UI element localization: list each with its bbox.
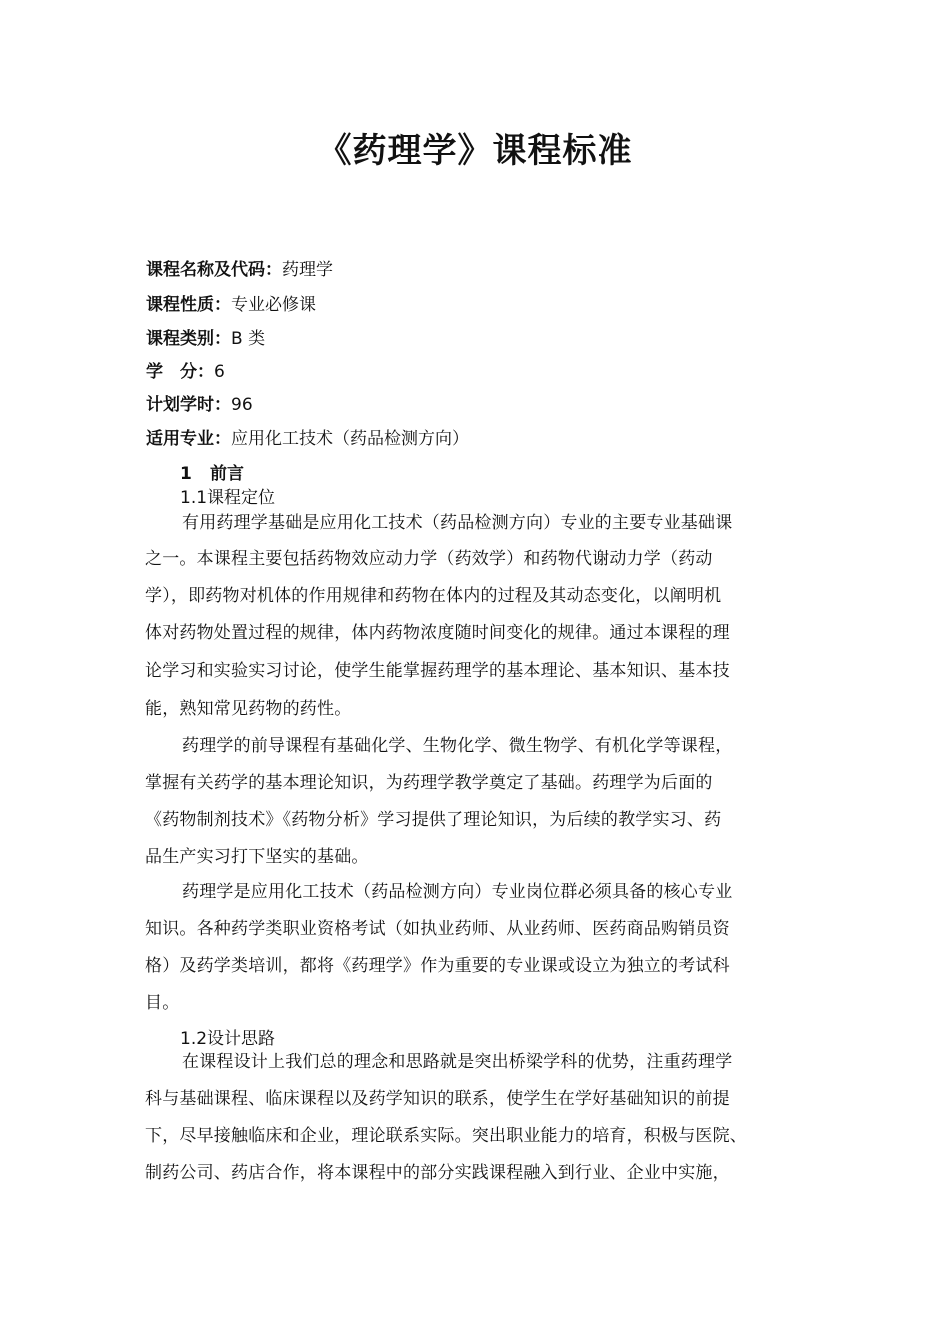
paragraph-line: 在课程设计上我们总的理念和思路就是突出桥梁学科的优势，注重药理学 (182, 1052, 733, 1072)
meta-course-nature (146, 293, 316, 317)
paragraph-line: 有用药理学基础是应用化工技术（药品检测方向）专业的主要专业基础课 (182, 513, 733, 533)
paragraph-line: 学），即药物对机体的作用规律和药物在体内的过程及其动态变化，以阐明机 (145, 586, 722, 606)
paragraph-line: 药理学的前导课程有基础化学、生物化学、微生物学、有机化学等课程， (182, 736, 733, 756)
meta-key: 学 分： (146, 362, 214, 382)
meta-value: B 类 (231, 329, 266, 349)
meta-key: 计划学时： (146, 395, 231, 415)
meta-value: 96 (231, 395, 253, 415)
meta-value: 应用化工技术（药品检测方向） (231, 429, 469, 449)
meta-course-name (146, 258, 333, 282)
paragraph-line: 制药公司、药店合作，将本课程中的部分实践课程融入到行业、企业中实施， (145, 1163, 730, 1183)
meta-value: 药理学 (282, 260, 333, 280)
section-title: 前言 (210, 464, 244, 484)
meta-value: 专业必修课 (231, 295, 316, 315)
paragraph-line: 掌握有关药学的基本理论知识，为药理学教学奠定了基础。药理学为后面的 (145, 773, 713, 793)
paragraph-line: 科与基础课程、临床课程以及药学知识的联系，使学生在学好基础知识的前提 (145, 1089, 730, 1109)
paragraph-line: 品生产实习打下坚实的基础。 (145, 847, 369, 867)
paragraph-line: 药理学是应用化工技术（药品检测方向）专业岗位群必须具备的核心专业 (182, 882, 733, 902)
paragraph-line: 之一。本课程主要包括药物效应动力学（药效学）和药物代谢动力学（药动 (145, 549, 713, 569)
meta-key: 课程类别： (146, 329, 231, 349)
meta-course-category (146, 327, 265, 351)
meta-planned-hours (146, 393, 253, 417)
meta-key: 适用专业： (146, 429, 231, 449)
meta-key: 课程名称及代码： (146, 260, 282, 280)
paragraph-line: 格）及药学类培训，都将《药理学》作为重要的专业课或设立为独立的考试科 (145, 956, 730, 976)
section-heading-1 (180, 462, 244, 486)
section-heading-1-2: 1.2设计思路 (180, 1029, 276, 1049)
paragraph-line: 下，尽早接触临床和企业，理论联系实际。突出职业能力的培育，积极与医院、 (145, 1126, 747, 1146)
document-title: 《药理学》课程标准 (317, 131, 633, 171)
meta-key: 课程性质： (146, 295, 231, 315)
meta-credits (146, 360, 225, 384)
paragraph-line: 论学习和实验实习讨论，使学生能掌握药理学的基本理论、基本知识、基本技 (145, 661, 730, 681)
paragraph-line: 目。 (145, 993, 180, 1013)
paragraph-line: 知识。各种药学类职业资格考试（如执业药师、从业药师、医药商品购销员资 (145, 919, 730, 939)
paragraph-line: 体对药物处置过程的规律，体内药物浓度随时间变化的规律。通过本课程的理 (145, 623, 730, 643)
meta-applicable-major (146, 427, 469, 451)
paragraph-line: 《药物制剂技术》《药物分析》学习提供了理论知识，为后续的教学实习、药 (145, 810, 722, 830)
section-number: 1 (180, 464, 192, 484)
section-heading-1-1: 1.1课程定位 (180, 488, 276, 508)
paragraph-line: 能，熟知常见药物的药性。 (145, 699, 352, 719)
meta-value: 6 (214, 362, 225, 382)
